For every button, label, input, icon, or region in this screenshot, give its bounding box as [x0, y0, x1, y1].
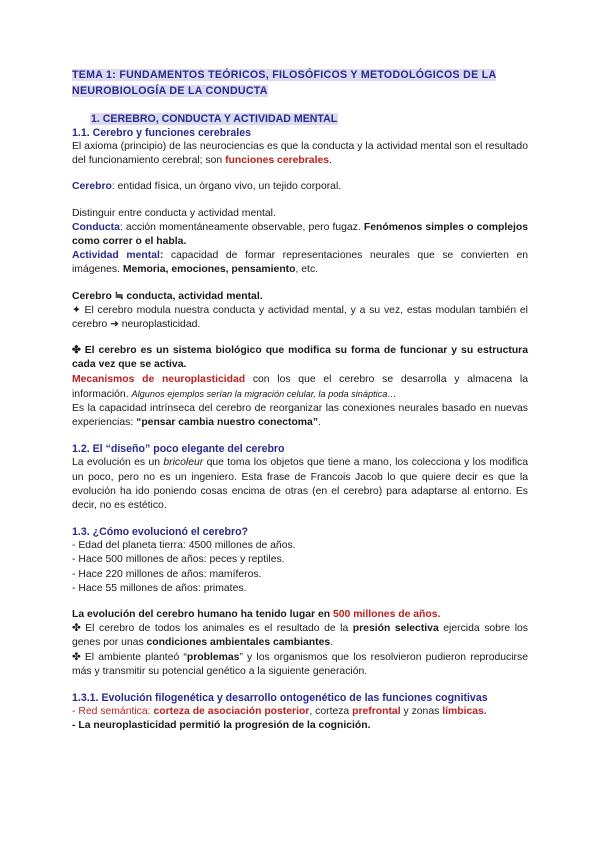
evolucion-statement: La evolución del cerebro humano ha tenido lugar en 500 millones de años. — [72, 609, 441, 621]
subsection-1-3-heading: 1.3. ¿Cómo evolucionó el cerebro? — [72, 526, 249, 539]
actividad-label: Actividad mental: — [72, 250, 164, 262]
sistema-biologico: ✤ El cerebro es un sistema biológico que modifica su forma de funcionar y su estructura cada vez que se activa. — [72, 345, 528, 371]
conducta-definition: Conducta: acción momentáneamente observable, pero fugaz. Fenómenos simples o complejos como correr o el habla. — [72, 221, 528, 248]
section-1-heading: 1. CEREBRO, CONDUCTA Y ACTIVIDAD MENTAL — [91, 113, 338, 125]
ambiente-paragraph: ✤ El ambiente planteó “problemas” y los organismos que los resolvieron pudieron reproducirse más y transmitir su potencial genético a la siguiente generación. — [72, 651, 528, 677]
capacidad-paragraph: Es la capacidad intrínseca del cerebro de reorganizar las conexiones neurales basado en nuevas experiencias: “pensar cambia nuestro conectoma”. — [72, 403, 528, 429]
document-title — [72, 68, 528, 99]
subsection-1-3-1-heading: 1.3.1. Evolución filogenética y desarrollo ontogenético de las funciones cognitivas — [72, 692, 488, 705]
list-item: - Hace 500 millones de años: peces y reptiles. — [72, 553, 528, 567]
mecanismos-paragraph: Mecanismos de neuroplasticidad con los que el cerebro se desarrolla y almacena la información. Algunos ejemplos serían la migración celular, la poda sináptica… — [72, 373, 528, 400]
presion-paragraph: ✤ El cerebro de todos los animales es el resultado de la presión selectiva ejercida sobre los genes por unas condiciones ambientales cambiantes. — [72, 623, 528, 649]
document-page — [72, 68, 528, 734]
axiom-paragraph: El axioma (principio) de las neurociencias es que la conducta y la actividad mental son el resultado del funcionamiento cerebral; son funciones cerebrales. — [72, 141, 528, 167]
list-item: - Hace 220 millones de años: mamíferos. — [72, 568, 528, 582]
cerebro-label: Cerebro — [72, 181, 112, 193]
axiom-highlight: funciones cerebrales — [225, 155, 330, 167]
modula-paragraph: ✦ El cerebro modula nuestra conducta y actividad mental, y a su vez, estas modulan también el cerebro ➜ neuroplasticidad. — [72, 304, 528, 331]
bricoleur-paragraph: La evolución es un bricoleur que toma los objetos que tiene a mano, los colecciona y los modifica un poco, pero no es un ingeniero. Esta frase de Francois Jacob lo que quiere decir es que la evolución ha ido poniendo cosas encima de otras (en el cerebro) para adaptarse al entorno. Es decir, no es estético. — [72, 457, 528, 512]
cerebro-equivalence: Cerebro ≒ conducta, actividad mental. — [72, 290, 263, 302]
red-semantica-line: - Red semántica: corteza de asociación posterior, corteza prefrontal y zonas límbicas. — [72, 706, 487, 718]
timeline-list — [72, 539, 528, 596]
title-line-2: NEUROBIOLOGÍA DE LA CONDUCTA — [72, 84, 268, 97]
actividad-definition: Actividad mental: capacidad de formar representaciones neurales que se convierten en imágenes. Memoria, emociones, pensamiento, etc. — [72, 250, 529, 276]
cerebro-definition: Cerebro: entidad física, un órgano vivo, un tejido corporal. — [72, 181, 342, 193]
mecanismos-label: Mecanismos de neuroplasticidad — [72, 373, 246, 385]
list-item: - Hace 55 millones de años: primates. — [72, 582, 528, 596]
list-item: - Edad del planeta tierra: 4500 millones de años. — [72, 539, 528, 553]
title-line-1: TEMA 1: FUNDAMENTOS TEÓRICOS, FILOSÓFICOS Y METODOLÓGICOS DE LA — [72, 69, 497, 81]
distinguir-text: Distinguir entre conducta y actividad mental. — [72, 207, 276, 219]
subsection-1-2-heading: 1.2. El “diseño” poco elegante del cerebro — [72, 443, 285, 456]
subsection-1-1-heading: 1.1. Cerebro y funciones cerebrales — [72, 127, 251, 139]
conducta-label: Conducta — [72, 221, 120, 233]
neuroplasticidad-line: - La neuroplasticidad permitió la progresión de la cognición. — [72, 720, 371, 732]
